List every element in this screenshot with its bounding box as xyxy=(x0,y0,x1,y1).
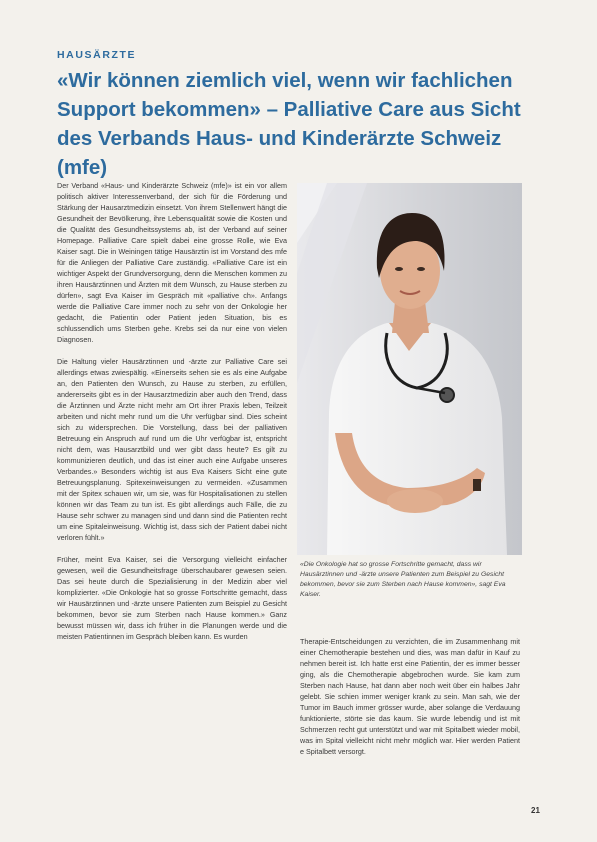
portrait-illustration xyxy=(297,183,522,555)
page-number: 21 xyxy=(531,806,540,815)
body-column-right xyxy=(300,636,520,772)
article-headline: «Wir können ziemlich viel, wenn wir fachlichen Support bekommen» – Palliative Care aus Sicht des Verbands Haus- und Kinderärzte Schweiz (mfe) xyxy=(57,69,521,179)
section-kicker: HAUSÄRZTE xyxy=(57,49,137,61)
body-paragraph: Früher, meint Eva Kaiser, sei die Versorgung vielleicht einfacher gewesen, weil die Gesundheitsfrage überschaubarer gewesen seien. Das sei heute durch die Spezialisierung in der Medizin aber viel komplizierter. «Die Onkologie hat so grosse Fortschritte gemacht, dass wir Hausärztinnen und -ärzte unsere Patienten zum Beispiel zu Gesicht bekommen, bevor sie zum Sterben nach Hause kommen.» Ganz bewusst müssen wir, dass ich früher in die Planungen werde und die meisten Patientinnen im Gespräch bleiben kann. Es wurden xyxy=(57,555,287,641)
portrait-photo xyxy=(297,183,522,555)
body-paragraph: Der Verband «Haus- und Kinderärzte Schweiz (mfe)» ist ein vor allem politisch aktiver Interessenverband, der sich für die Förderung und Stärkung der Hausarztmedizin einsetzt. Von ihrem Stellenwert hängt die Gesundheit der Bevölkerung, ihre Lebensqualität sowie die Kosten und die Qualität des Gesundheitssystems ab, ist der Verband auf seiner Homepage. Palliative Care spielt dabei eine grosse Rolle, wie Eva Kaiser sagt. Die in Weiningen tätige Hausärztin ist im Vorstand des mfe für die Anliegen der Palliative Care zuständig. «Palliative Care ist ein wichtiger Aspekt der Grundversorgung, denn die Menschen kommen zu ihren Hausärztinnen und Ärzten mit dem Wunsch, zu Hause sterben zu dürfen», sagt Eva Kaiser im Gespräch mit «palliative ch». Anfangs werde die Palliative Care immer noch zu sehr von der Onkologie her gedacht, die Patientin oder Patient jeden Situation, bis es schlussendlich ums Sterben gehe. Krebs sei da nur eine von vielen Diagnosen. xyxy=(57,181,287,344)
body-paragraph: Die Haltung vieler Hausärztinnen und -ärzte zur Palliative Care sei allerdings etwas zwiespältig. «Einerseits sehen sie es als eine Aufgabe an, den Patienten den Wunsch, zu Hause zu sterben, zu erfüllen, andererseits gibt es in der Hausarztmedizin aber auch den Trend, dass die Ärztinnen und Ärzte nicht mehr am Ort ihrer Praxis leben, Teilzeit arbeiten und nicht mehr rund um die Uhr verfügbar sind. Dies scheint sich zu widersprechen. Die Vorstellung, dass bei der palliativen Betreuung ein Anspruch auf rund um die Uhr verfügbar ist, entspricht nicht dem, was Hausarztbild und wer gibt dass heute? Es gilt zu kommunizieren deutlich, und das ist einer auch eine Aufgabe unseres Verbandes.» Besonders wichtig ist aus Eva Kaisers Sicht eine gute Betreuungsplanung. Spitexeinweisungen zu vermeiden. «Zusammen mit der Spitex schauen wir, um sie, was für Hospitalisationen zu stellen können wir das Team zu tun ist. Es gibt allerdings auch Fälle, die zu Hause sehr schwer zu managen sind und dann sind die Patienten recht um eine Spitaleinweisung. Wichtig ist, dass sich der Patient dabei nicht verloren fühlt.» xyxy=(57,357,287,542)
body-paragraph: Therapie-Entscheidungen zu verzichten, die im Zusammenhang mit einer Chemotherapie bestehen und dies, was man dafür in Kauf zu nehmen bereit ist. Ich hatte erst eine Patientin, der es immer besser ging, als die Chemotherapie abgebrochen wurde. Sie kam zum Sterben nach Hause, hat dann aber noch weit über ein halbes Jahr gelebt. Sie schien immer weniger krank zu sein. Man sah, wie der Tumor im Bauch immer grösser wurde, aber solange die Verdauung funktionierte, störte sie das kaum. Sie wurde lebendig und ist mit Schmerzen recht gut unterstützt und war mit Spitalbett wieder mobil, was im Spital vielleicht nicht mehr möglich war. Hier werden Patient e Spitalbett versorgt. xyxy=(300,637,520,756)
body-column-left xyxy=(57,180,287,772)
photo-caption: «Die Onkologie hat so grosse Fortschritte gemacht, dass wir Hausärztinnen und -ärzte unsere Patienten zum Beispiel zu Gesicht bekommen, bevor sie zum Sterben nach Hause kommen», sagt Eva Kaiser. xyxy=(300,561,506,598)
